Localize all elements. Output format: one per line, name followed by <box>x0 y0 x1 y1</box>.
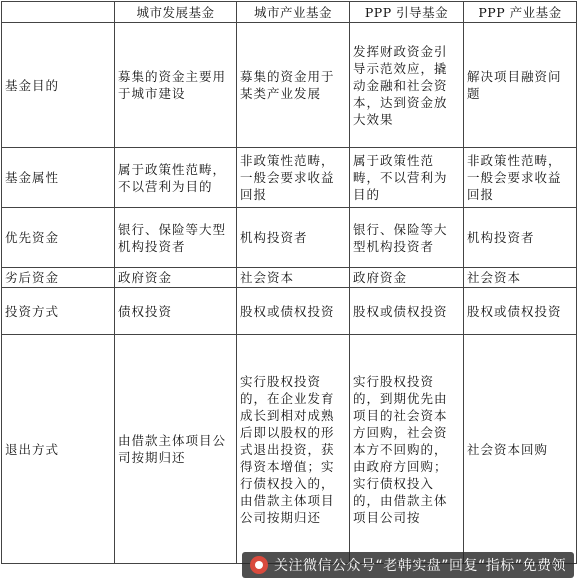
table-cell: 募集的资金主要用于城市建设 <box>115 23 237 148</box>
table-row <box>2 208 577 268</box>
table-cell: 由借款主体项目公司按期归还 <box>115 335 237 564</box>
header-corner <box>2 2 115 23</box>
table-cell: 股权或债权投资 <box>237 288 350 335</box>
table-cell: 银行、保险等大型机构投资者 <box>350 208 464 268</box>
header-city-industry-fund: 城市产业基金 <box>237 2 350 23</box>
table-row <box>2 268 577 288</box>
header-ppp-guidance-fund: PPP 引导基金 <box>350 2 464 23</box>
wechat-logo-icon <box>250 556 268 574</box>
table-cell: 政府资金 <box>115 268 237 288</box>
cell-text: 实行股权投资的，到期优先由项目的社会资本方回购，社会资本方不回购的，由政府方回购；实行债权投入的，由借款主体项目公司按 <box>353 373 448 525</box>
header-ppp-industry-fund: PPP 产业基金 <box>464 2 577 23</box>
row-label-exit-method: 退出方式 <box>2 335 115 564</box>
table-cell: 发挥财政资金引导示范效应，撬动金融和社会资本，达到资金放大效果 <box>350 23 464 148</box>
table-cell: 股权或债权投资 <box>350 288 464 335</box>
row-label-priority-capital: 优先资金 <box>2 208 115 268</box>
table-cell: 机构投资者 <box>464 208 577 268</box>
table-cell: 股权或债权投资 <box>464 288 577 335</box>
watermark-text: 关注微信公众号“老韩实盘”回复“指标”免费领 <box>273 558 566 574</box>
row-label-investment-method: 投资方式 <box>2 288 115 335</box>
row-label-attribute: 基金属性 <box>2 148 115 208</box>
table-cell: 机构投资者 <box>237 208 350 268</box>
table-cell: 非政策性范畴，一般会要求收益回报 <box>237 148 350 208</box>
row-label-subordinate-capital: 劣后资金 <box>2 268 115 288</box>
table-row <box>2 288 577 335</box>
table-cell: 政府资金 <box>350 268 464 288</box>
table-cell: 社会资本 <box>464 268 577 288</box>
table-cell: 社会资本回购 <box>464 335 577 564</box>
fund-comparison-table <box>1 1 577 564</box>
table-row <box>2 23 577 148</box>
table-cell: 社会资本 <box>237 268 350 288</box>
table-cell: 属于政策性范畴，不以营利为目的 <box>350 148 464 208</box>
table-cell <box>237 335 350 564</box>
table-cell: 解决项目融资问题 <box>464 23 577 148</box>
table-row <box>2 335 577 564</box>
table-cell: 募集的资金用于某类产业发展 <box>237 23 350 148</box>
table-cell: 债权投资 <box>115 288 237 335</box>
header-city-development-fund: 城市发展基金 <box>115 2 237 23</box>
row-label-purpose: 基金目的 <box>2 23 115 148</box>
cell-text: 实行股权投资的，在企业发育成长到相对成熟后即以股权的形式退出投资，获得资本增值；实行债权投入的，由借款主体项目公司按期归还 <box>240 373 335 525</box>
header-row <box>2 2 577 23</box>
table-cell: 非政策性范畴，一般会要求收益回报 <box>464 148 577 208</box>
watermark-banner <box>242 552 574 578</box>
table-row <box>2 148 577 208</box>
table-cell: 属于政策性范畴，不以营利为目的 <box>115 148 237 208</box>
table-cell <box>350 335 464 564</box>
table-cell: 银行、保险等大型机构投资者 <box>115 208 237 268</box>
